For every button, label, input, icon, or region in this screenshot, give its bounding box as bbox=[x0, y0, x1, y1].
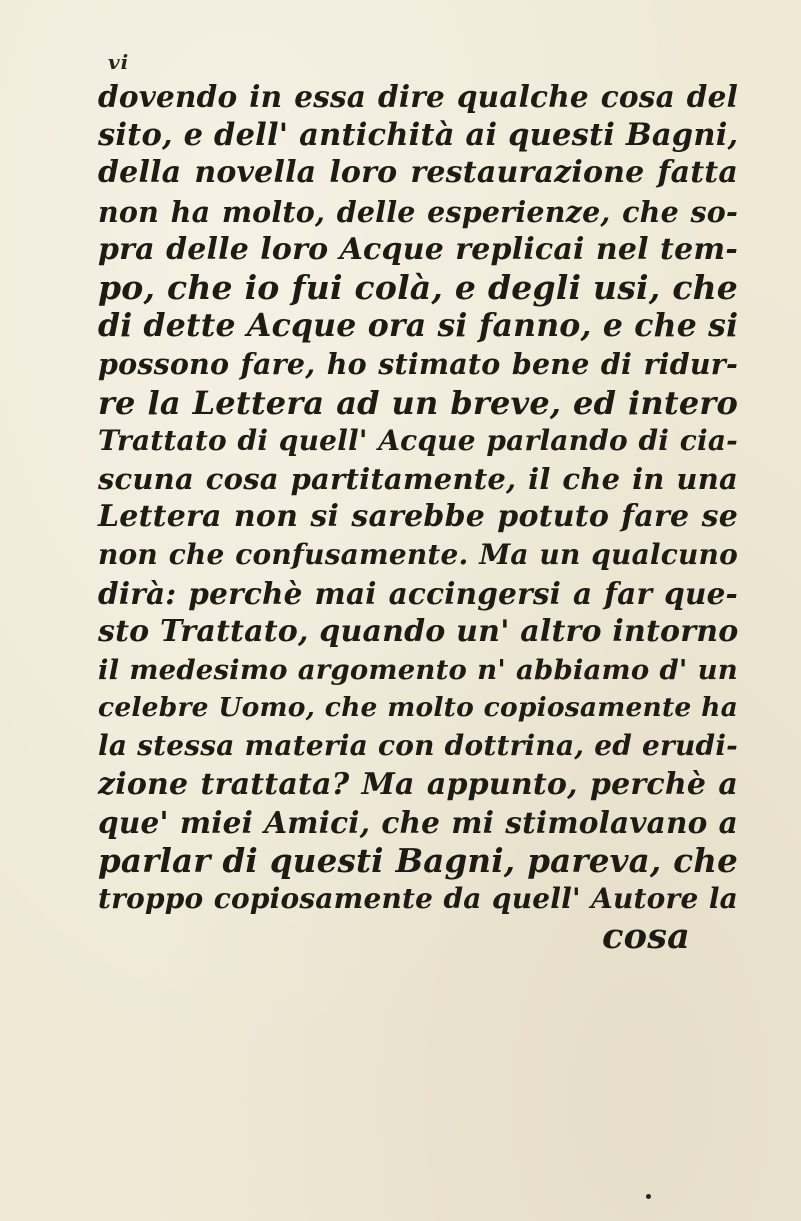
text-line: troppo copiosamente da quell' Autore la bbox=[98, 882, 738, 916]
text-line: po, che io fui colà, e degli usi, che bbox=[98, 268, 738, 308]
text-line: dirà: perchè mai accingersi a far que- bbox=[98, 575, 738, 611]
text-line: la stessa materia con dottrina, ed erudi- bbox=[98, 729, 738, 763]
text-line: non ha molto, delle esperienze, che so- bbox=[98, 194, 738, 229]
ink-speck bbox=[646, 1194, 651, 1199]
text-line: sito, e dell' antichità ai questi Bagni, bbox=[98, 117, 739, 154]
text-line: que' miei Amici, che mi stimolavano a bbox=[98, 804, 738, 840]
text-line: re la Lettera ad un breve, ed intero bbox=[98, 383, 738, 422]
text-line: parlar di questi Bagni, pareva, che bbox=[98, 841, 738, 881]
text-line: pra delle loro Acque replicai nel tem- bbox=[98, 231, 738, 267]
text-line: il medesimo argomento n' abbiamo d' un bbox=[98, 654, 738, 687]
text-line: Lettera non si sarebbe potuto fare se bbox=[98, 499, 738, 535]
page-number: vi bbox=[108, 50, 130, 74]
text-line: dovendo in essa dire qualche cosa del bbox=[98, 79, 738, 114]
text-line: di dette Acque ora si fanno, e che si bbox=[98, 307, 739, 345]
text-line: zione trattata? Ma appunto, perchè a bbox=[98, 766, 738, 802]
text-line: celebre Uomo, che molto copiosamente ha bbox=[98, 692, 738, 724]
text-line: scuna cosa partitamente, il che in una bbox=[98, 462, 738, 497]
text-line: Trattato di quell' Acque parlando di cia- bbox=[98, 423, 738, 457]
text-line: possono fare, ho stimato bene di ridur- bbox=[98, 347, 738, 382]
text-line: sto Trattato, quando un' altro intorno bbox=[98, 613, 739, 649]
body-text bbox=[98, 78, 738, 957]
text-line: non che confusamente. Ma un qualcuno bbox=[98, 538, 738, 572]
catchword: cosa bbox=[602, 916, 690, 958]
text-line: della novella loro restaurazione fatta bbox=[98, 155, 738, 191]
